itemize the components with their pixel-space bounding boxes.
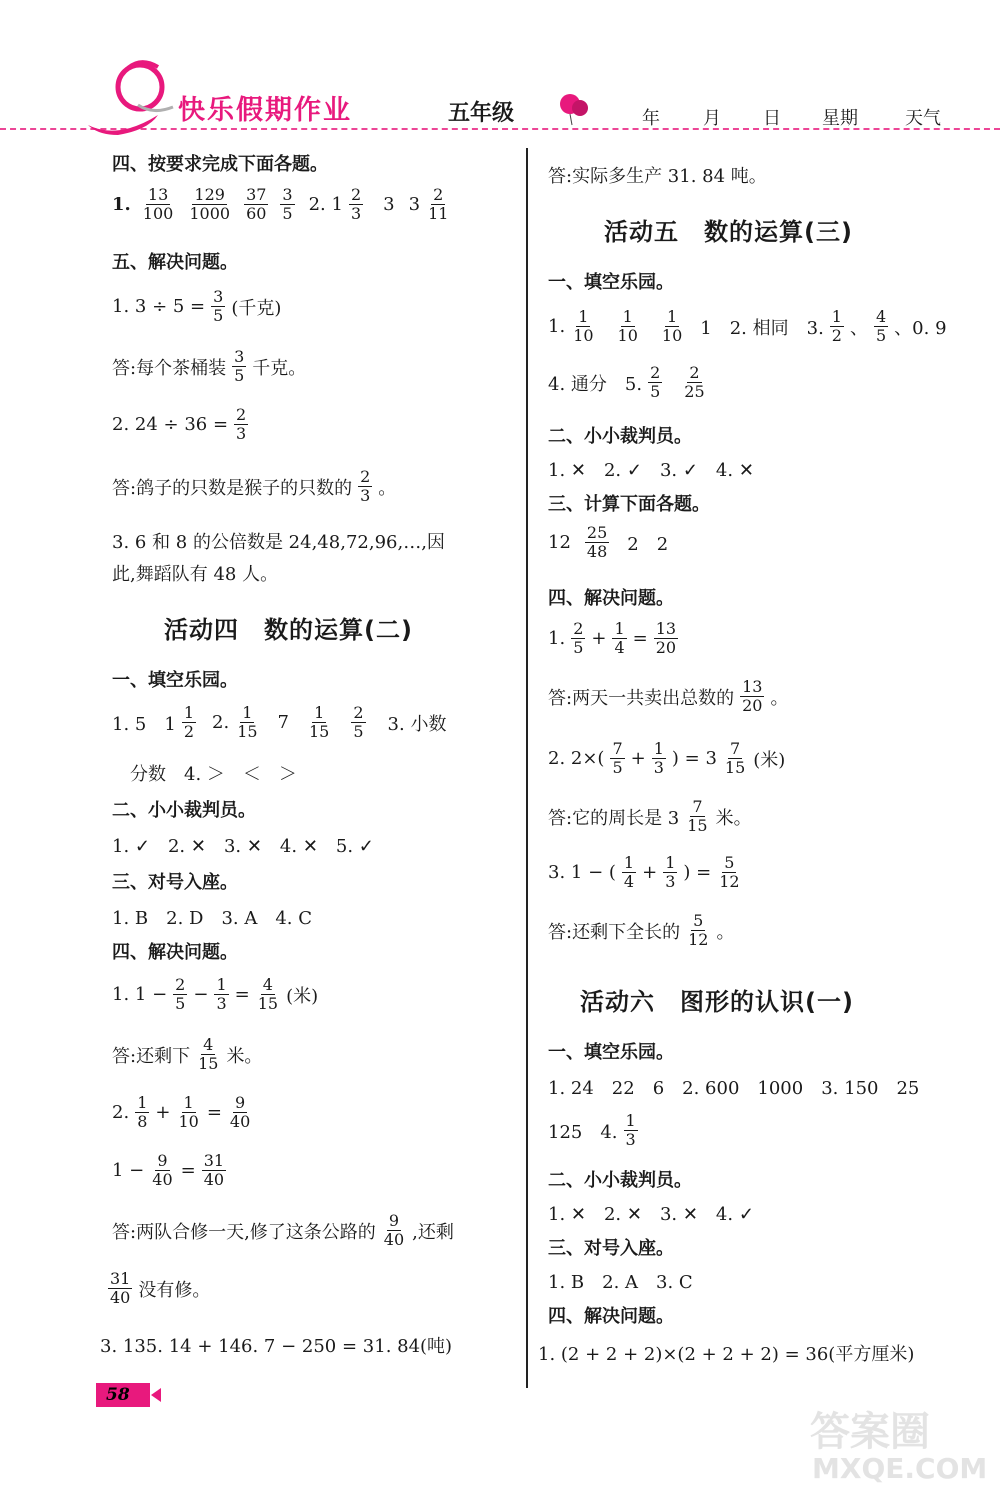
equation-line: 2. 24 ÷ 36 = $\frac{2}{3}$ bbox=[112, 405, 247, 443]
answer-line: 答:它的周长是 3 7 15 米。 bbox=[548, 797, 752, 835]
answer-line: 答:还剩下 4 15 米。 bbox=[112, 1035, 263, 1073]
field-weekday: 星期 bbox=[822, 108, 858, 129]
section-heading: 二、小小裁判员。 bbox=[548, 426, 692, 447]
text-line: 分数 4. ＞ ＜ ＞ bbox=[130, 764, 297, 785]
section-heading: 四、解决问题。 bbox=[548, 588, 674, 609]
section-heading: 四、按要求完成下面各题。 bbox=[112, 154, 328, 175]
equation-line: 2. 1 8 + $\frac{1}{10}$ = $\frac{9}{40}$ bbox=[112, 1093, 251, 1131]
field-weather: 天气 bbox=[905, 108, 941, 129]
answer-line: 4. 通分 5. 2 5 2 25 bbox=[548, 363, 705, 401]
watermark-url: MXQE.COM bbox=[812, 1452, 988, 1485]
watermark: 答案圈 bbox=[810, 1409, 930, 1455]
answer-line: 12 25 48 2 2 bbox=[548, 523, 669, 561]
answer-line: 答:两天一共卖出总数的 13 20 。 bbox=[548, 677, 789, 715]
page-number: 58 bbox=[96, 1383, 150, 1407]
section-heading: 二、小小裁判员。 bbox=[112, 800, 256, 821]
section-heading: 三、计算下面各题。 bbox=[548, 494, 710, 515]
brand-title: 快乐假期作业 bbox=[178, 95, 352, 126]
answer-line: 1. ✕ 2. ✓ 3. ✓ 4. ✕ bbox=[548, 460, 754, 481]
answer-line: 答:每个茶桶装 3 5 千克。 bbox=[112, 347, 307, 385]
field-month: 月 bbox=[703, 108, 721, 129]
answer-line: 31 40 没有修。 bbox=[110, 1269, 211, 1307]
section-heading: 五、解决问题。 bbox=[112, 252, 238, 273]
equation-line: 1. (2 + 2 + 2)×(2 + 2 + 2) = 36(平方厘米) bbox=[538, 1344, 915, 1365]
column-divider bbox=[526, 148, 528, 1388]
answer-line: 1. ✓ 2. ✕ 3. ✕ 4. ✕ 5. ✓ bbox=[112, 836, 374, 857]
section-heading: 三、对号入座。 bbox=[112, 872, 238, 893]
equation-line: 1 − $\frac{9}{40}$ = $\frac{31}{40}$ bbox=[112, 1151, 225, 1189]
answer-line: 答:还剩下全长的 5 12 。 bbox=[548, 911, 735, 949]
activity-title: 活动四 数的运算(二) bbox=[164, 616, 413, 644]
section-heading: 二、小小裁判员。 bbox=[548, 1170, 692, 1191]
section-heading: 一、填空乐园。 bbox=[112, 670, 238, 691]
answer-line: 1. 5 1 1 2 2. 1 15 7 1 15 2 5 3. 小数 bbox=[112, 703, 447, 741]
answer-line: 1. B 2. D 3. A 4. C bbox=[112, 908, 313, 929]
section-heading: 四、解决问题。 bbox=[112, 942, 238, 963]
header-divider bbox=[0, 128, 1000, 136]
answer-line: 1. B 2. A 3. C bbox=[548, 1272, 693, 1293]
equation-line: 3. 135. 14 + 146. 7 − 250 = 31. 84(吨) bbox=[100, 1336, 453, 1357]
answer-line: 答:两队合修一天,修了这条公路的 9 40 ,还剩 bbox=[112, 1211, 454, 1249]
equation-line: 1. 3 ÷ 5 = $\frac{3}{5}$ (千克) bbox=[112, 287, 282, 325]
page-arrow-icon bbox=[151, 1388, 161, 1402]
field-day: 日 bbox=[763, 108, 781, 129]
answer-line: 1. ✕ 2. ✕ 3. ✕ 4. ✓ bbox=[548, 1204, 754, 1225]
activity-title: 活动五 数的运算(三) bbox=[604, 218, 853, 246]
answer-line: 答:鸽子的只数是猴子的只数的 2 3 。 bbox=[112, 467, 397, 505]
grade-label: 五年级 bbox=[448, 101, 515, 126]
field-year: 年 bbox=[642, 108, 660, 129]
activity-title: 活动六 图形的认识(一) bbox=[580, 988, 854, 1016]
answer-line: 1. 13 100 129 1000 37 60 3 5 2. 1 2 3 3 3 2 11 bbox=[112, 185, 449, 223]
answer-line: 答:实际多生产 31. 84 吨。 bbox=[548, 166, 767, 187]
section-heading: 一、填空乐园。 bbox=[548, 1042, 674, 1063]
section-heading: 三、对号入座。 bbox=[548, 1238, 674, 1259]
equation-line: 2. 2×( 7 5 + $\frac{1}{3}$ ) = 3 7 15 (米) bbox=[548, 739, 786, 777]
section-heading: 四、解决问题。 bbox=[548, 1306, 674, 1327]
equation-line: 1. 1 − $\frac{2}{5}$ − $\frac{1}{3}$ = $\frac{4}{15}$ (米) bbox=[112, 975, 319, 1013]
answer-line: 1. 1 10 1 10 1 10 1 2. 相同 3. 1 2 、 4 5 、0. 9 bbox=[548, 307, 947, 345]
text-line: 此,舞蹈队有 48 人。 bbox=[112, 564, 279, 585]
balloon-icon bbox=[558, 92, 590, 126]
text-line: 3. 6 和 8 的公倍数是 24,48,72,96,…,因 bbox=[112, 532, 445, 553]
answer-line: 1. 24 22 6 2. 600 1000 3. 150 25 bbox=[548, 1078, 920, 1099]
answer-line: 125 4. 1 3 bbox=[548, 1111, 636, 1149]
equation-line: 1. 2 5 + $\frac{1}{4}$ = $\frac{13}{20}$ bbox=[548, 619, 677, 657]
page-header bbox=[0, 0, 1000, 140]
section-heading: 一、填空乐园。 bbox=[548, 272, 674, 293]
equation-line: 3. 1 − ( 1 4 + $\frac{1}{3}$ ) = $\frac{5}{12}$ bbox=[548, 853, 740, 891]
